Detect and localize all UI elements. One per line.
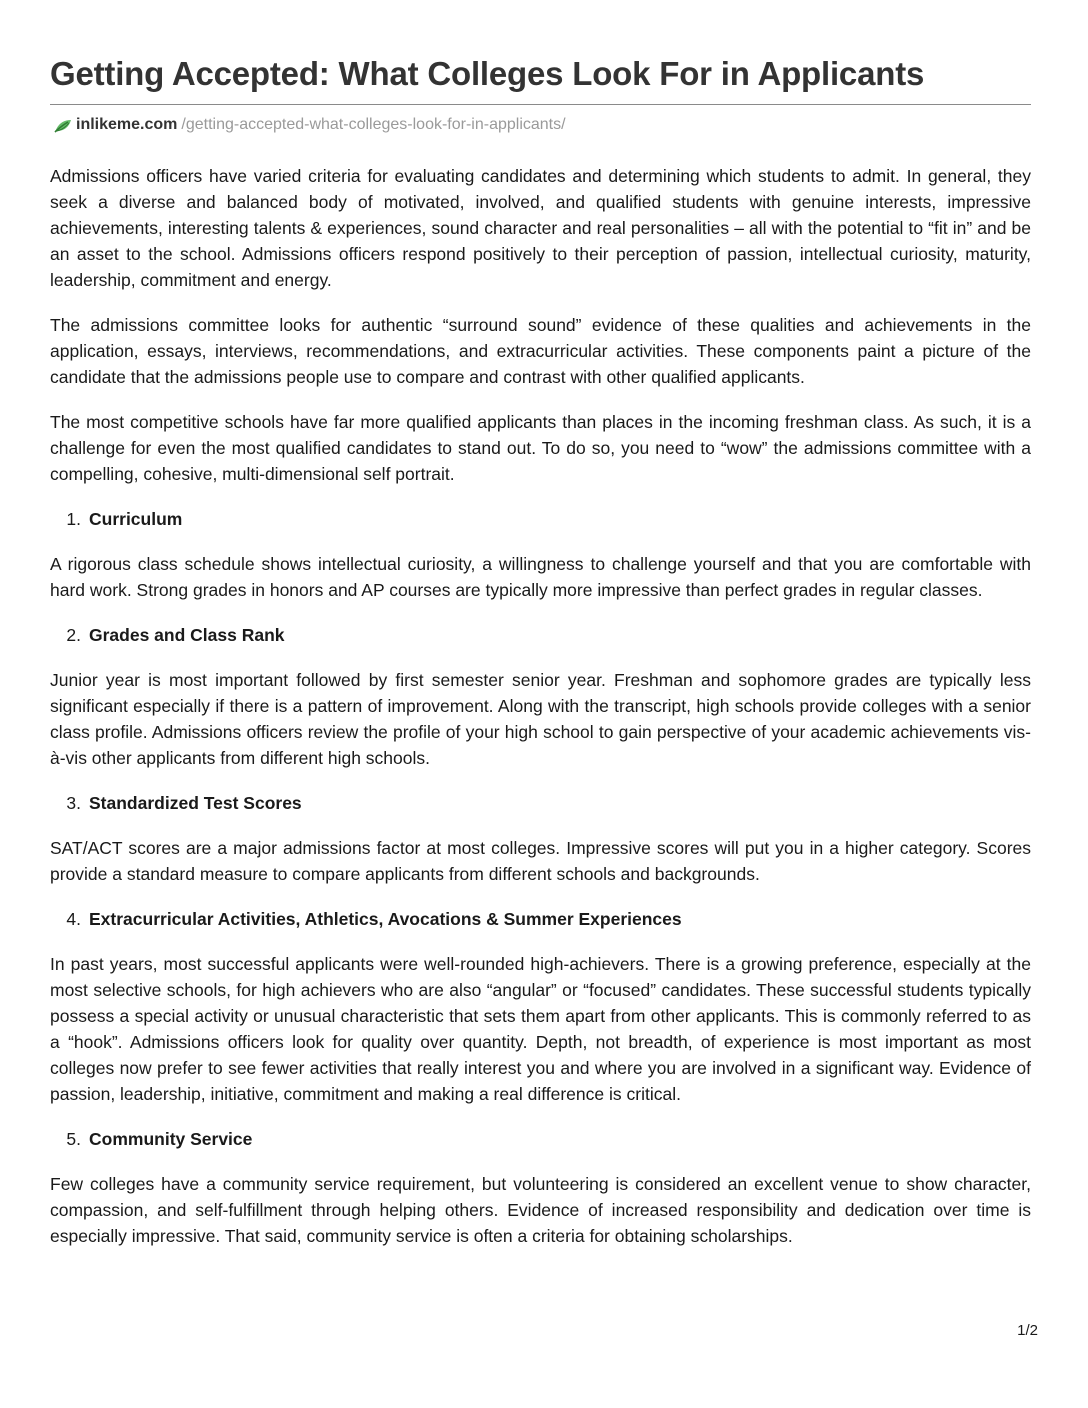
source-line xyxy=(50,114,1031,136)
section-heading xyxy=(50,906,1031,932)
section-paragraph: In past years, most successful applicants were well-rounded high-achievers. There is a growing preference, especially at the most selective schools, for high achievers who are also “angular” or “focused” candidates. These successful students typically possess a special activity or unusual characteristic that sets them apart from other applicants. This is commonly referred to as a “hook”. Admissions officers look for quality over quantity. Depth, not breadth, of experience is most important as most colleges now prefer to see fewer activities that really interest you and where you are involved in a significant way. Evidence of passion, leadership, initiative, commitment and making a real difference is critical. xyxy=(50,954,1031,1104)
leaf-icon xyxy=(54,118,72,132)
document-page xyxy=(50,54,1031,1268)
section-title: Grades and Class Rank xyxy=(89,625,285,645)
page-number: 1/2 xyxy=(1017,1322,1038,1339)
intro-paragraph: Admissions officers have varied criteria for evaluating candidates and determining which students to admit. In general, they seek a diverse and balanced body of motivated, involved, and qualified students with genuine interests, impressive achievements, interesting talents & experiences, sound character and real personalities – all with the potential to “fit in” and be an asset to the school. Admissions officers respond positively to their perception of passion, intellectual curiosity, maturity, leadership, commitment and energy. xyxy=(50,166,1031,290)
section-heading xyxy=(50,622,1031,648)
section-title: Community Service xyxy=(89,1129,253,1149)
source-path-link[interactable]: /getting-accepted-what-colleges-look-for-in-applicants/ xyxy=(181,116,566,133)
intro-paragraph: The admissions committee looks for authentic “surround sound” evidence of these qualities and achievements in the application, essays, interviews, recommendations, and extracurricular activities. These components paint a picture of the candidate that the admissions people use to compare and contrast with other qualified applicants. xyxy=(50,315,1031,387)
title-divider xyxy=(50,104,1031,105)
section-number: 1. xyxy=(66,509,81,529)
section-heading xyxy=(50,506,1031,532)
section-paragraph: Junior year is most important followed by first semester senior year. Freshman and sophomore grades are typically less significant especially if there is a pattern of improvement. Along with the transcript, high schools provide colleges with a senior class profile. Admissions officers review the profile of your high school to gain perspective of your academic achievements vis-à-vis other applicants from different high schools. xyxy=(50,670,1031,768)
page-title: Getting Accepted: What Colleges Look For in Applicants xyxy=(50,55,925,92)
section-paragraph: A rigorous class schedule shows intellectual curiosity, a willingness to challenge yourself and that you are comfortable with hard work. Strong grades in honors and AP courses are typically more impressive than perfect grades in regular classes. xyxy=(50,554,1031,600)
section-title: Curriculum xyxy=(89,509,183,529)
section-number: 5. xyxy=(66,1129,81,1149)
intro-paragraph: The most competitive schools have far more qualified applicants than places in the incoming freshman class. As such, it is a challenge for even the most qualified candidates to stand out. To do so, you need to “wow” the admissions committee with a compelling, cohesive, multi-dimensional self portrait. xyxy=(50,412,1031,484)
section-title: Standardized Test Scores xyxy=(89,793,302,813)
section-number: 2. xyxy=(66,625,81,645)
section-title: Extracurricular Activities, Athletics, Avocations & Summer Experiences xyxy=(89,909,682,929)
section-heading xyxy=(50,790,1031,816)
section-paragraph: Few colleges have a community service requirement, but volunteering is considered an excellent venue to show character, compassion, and self-fulfillment through helping others. Evidence of increased responsibility and dedication over time is especially impressive. That said, community service is often a criteria for obtaining scholarships. xyxy=(50,1174,1031,1246)
source-domain-link[interactable]: inlikeme.com xyxy=(76,116,178,133)
section-number: 3. xyxy=(66,793,81,813)
section-number: 4. xyxy=(66,909,81,929)
section-paragraph: SAT/ACT scores are a major admissions factor at most colleges. Impressive scores will put you in a higher category. Scores provide a standard measure to compare applicants from different schools and backgrounds. xyxy=(50,838,1031,884)
article-body xyxy=(50,163,1031,1249)
section-heading xyxy=(50,1126,1031,1152)
